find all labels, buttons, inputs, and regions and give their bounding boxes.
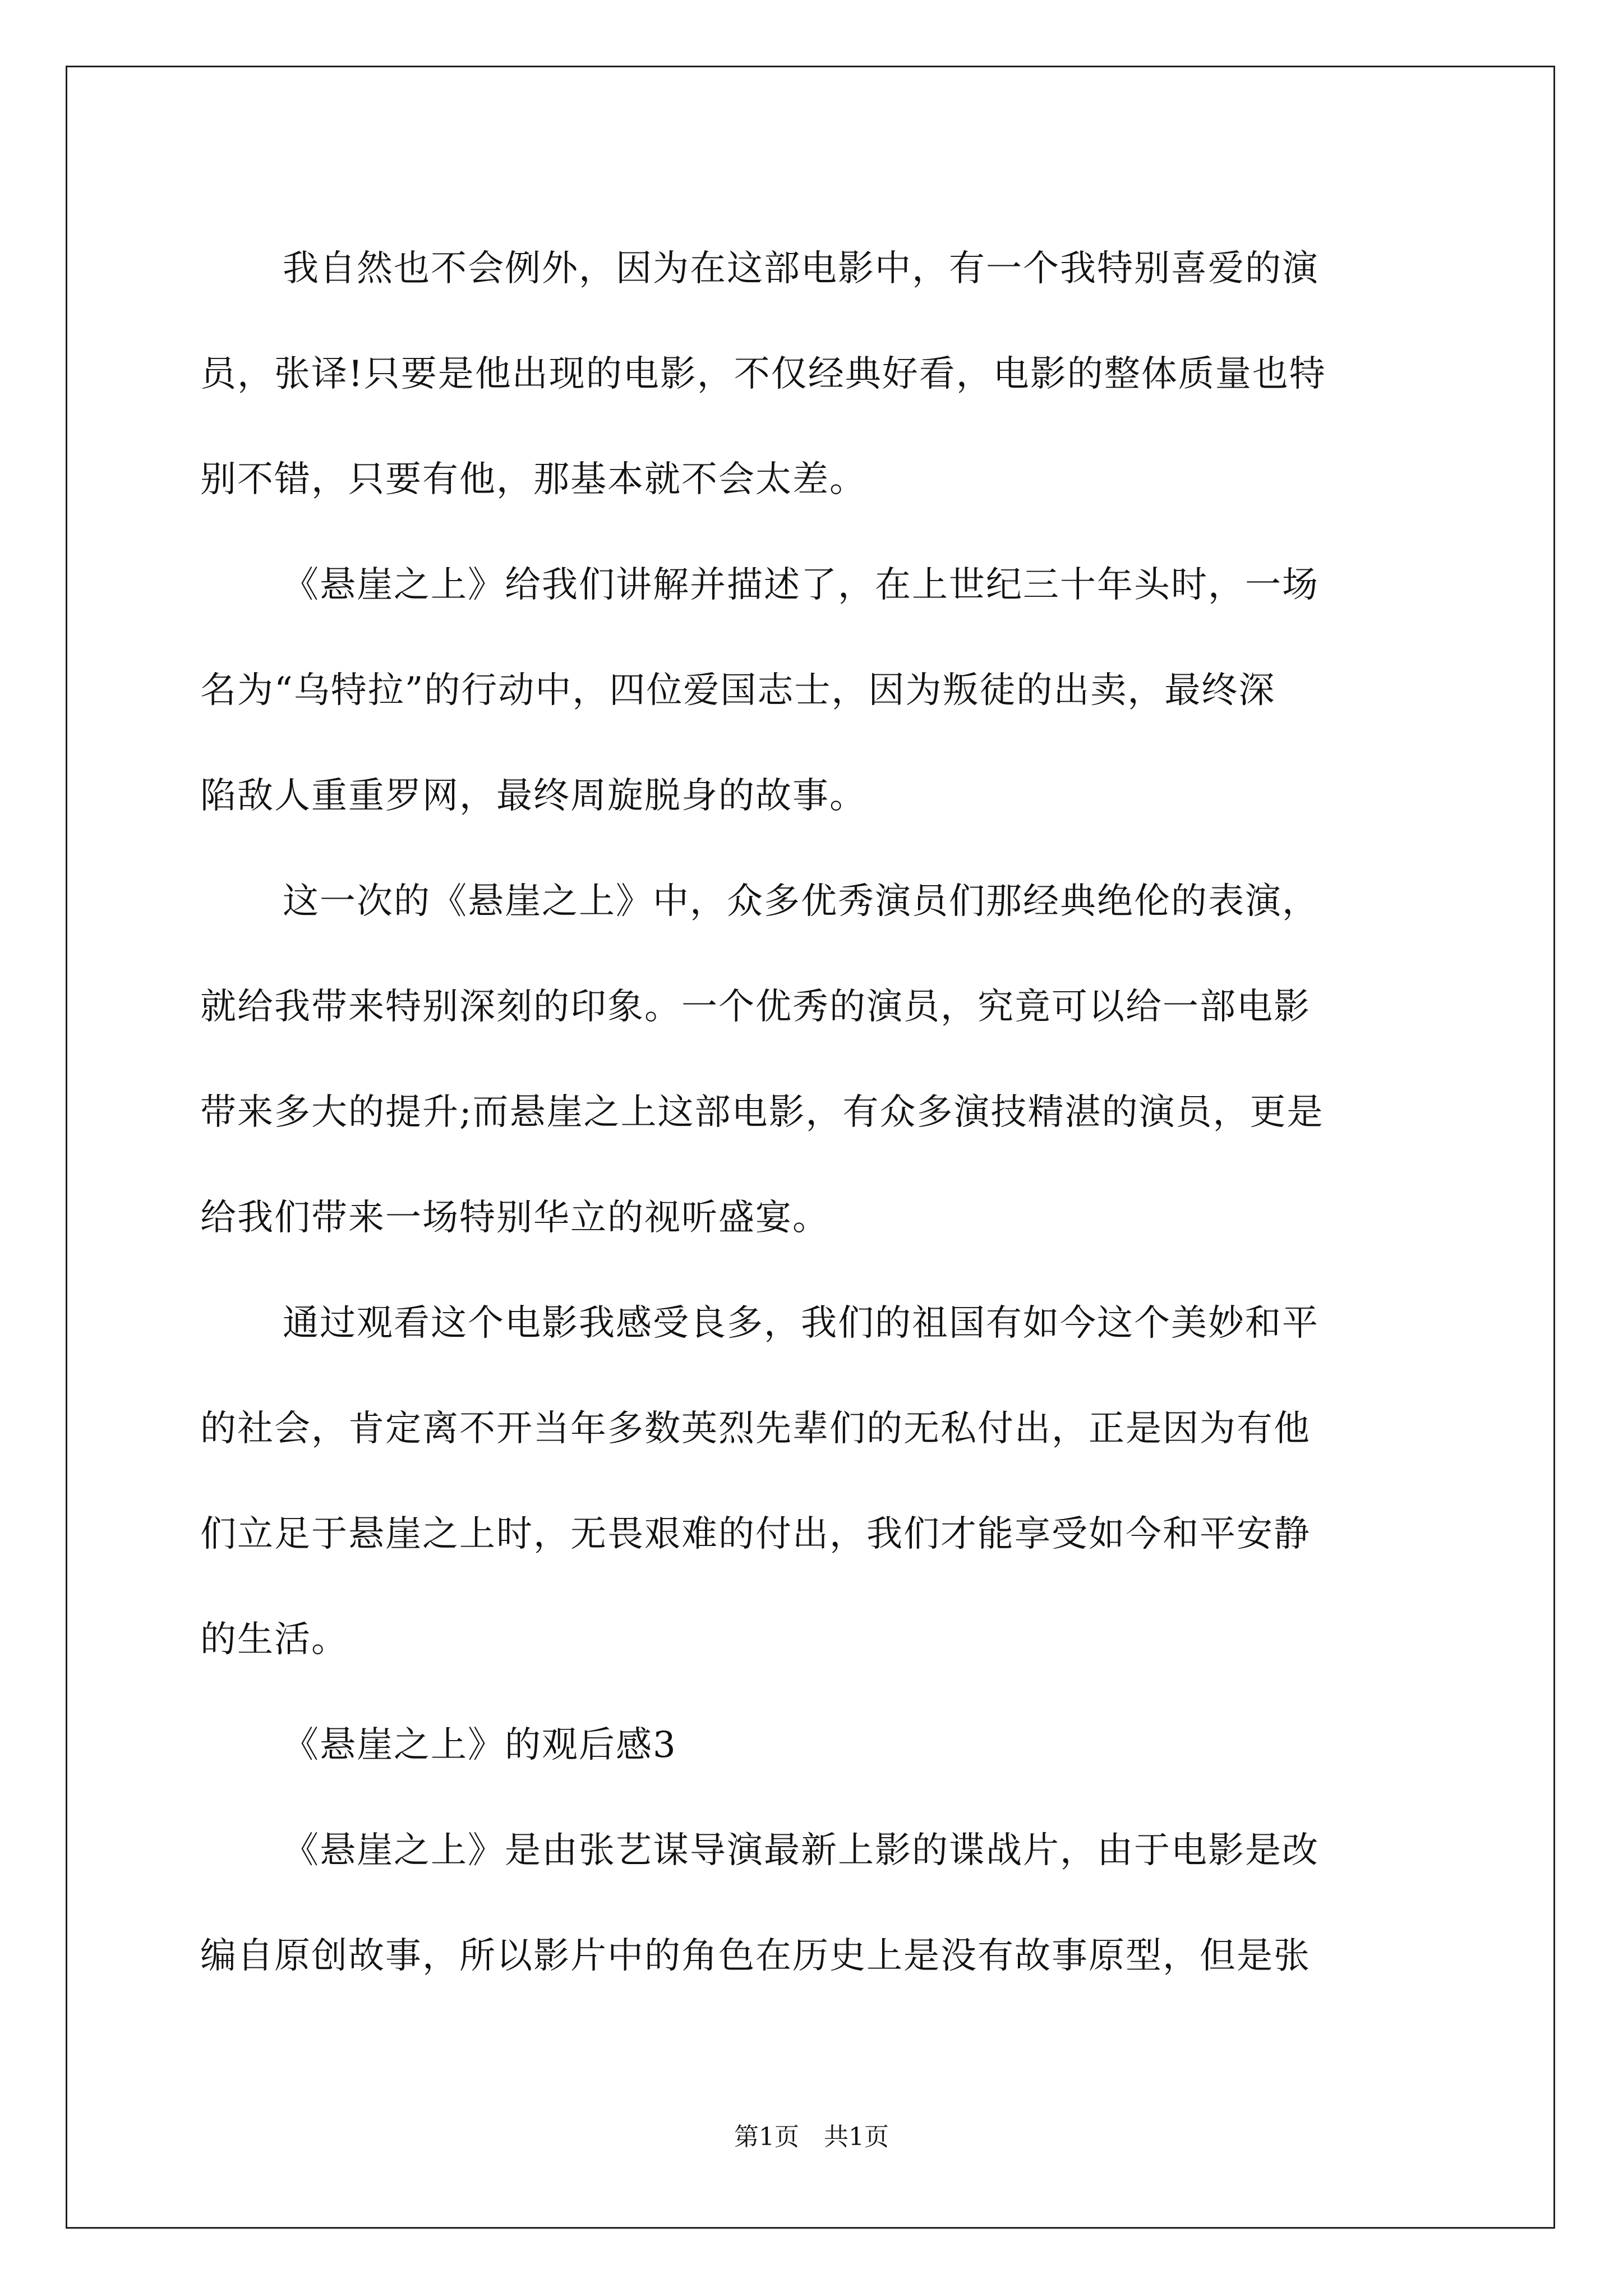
heading-line: 《悬崖之上》的观后感3 xyxy=(283,1724,677,1766)
text-line: 就给我带来特别深刻的印象。一个优秀的演员，究竟可以给一部电影 xyxy=(200,986,1311,1028)
text-line: 《悬崖之上》是由张艺谋导演最新上影的谍战片，由于电影是改 xyxy=(283,1830,1319,1871)
paragraph-5 xyxy=(200,1798,1425,2009)
section-heading xyxy=(200,1692,1425,1798)
text-line: 我自然也不会例外，因为在这部电影中，有一个我特别喜爱的演 xyxy=(283,248,1319,289)
document-body xyxy=(200,216,1425,2009)
text-line: 陷敌人重重罗网，最终周旋脱身的故事。 xyxy=(200,775,866,817)
text-line: 给我们带来一场特别华立的视听盛宴。 xyxy=(200,1197,829,1239)
text-line: 的生活。 xyxy=(200,1619,348,1660)
paragraph-1 xyxy=(200,216,1425,532)
text-line: 名为“乌特拉”的行动中，四位爱国志士，因为叛徒的出卖，最终深 xyxy=(200,670,1276,711)
text-line: 们立足于悬崖之上时，无畏艰难的付出，我们才能享受如今和平安静 xyxy=(200,1513,1311,1555)
text-line: 通过观看这个电影我感受良多，我们的祖国有如今这个美妙和平 xyxy=(283,1303,1319,1344)
text-line: 《悬崖之上》给我们讲解并描述了，在上世纪三十年头时，一场 xyxy=(283,564,1319,606)
paragraph-2 xyxy=(200,532,1425,849)
text-line: 员，张译!只要是他出现的电影，不仅经典好看，电影的整体质量也特 xyxy=(200,353,1326,395)
text-line: 带来多大的提升;而悬崖之上这部电影，有众多演技精湛的演员，更是 xyxy=(200,1092,1324,1133)
text-line: 别不错，只要有他，那基本就不会太差。 xyxy=(200,459,866,500)
page-number-footer: 第1页 共1页 xyxy=(734,2123,889,2151)
paragraph-4 xyxy=(200,1271,1425,1692)
text-line: 编自原创故事，所以影片中的角色在历史上是没有故事原型，但是张 xyxy=(200,1935,1311,1977)
paragraph-3 xyxy=(200,849,1425,1271)
text-line: 这一次的《悬崖之上》中，众多优秀演员们那经典绝伦的表演， xyxy=(283,881,1319,922)
text-line: 的社会，肯定离不开当年多数英烈先辈们的无私付出，正是因为有他 xyxy=(200,1408,1311,1450)
